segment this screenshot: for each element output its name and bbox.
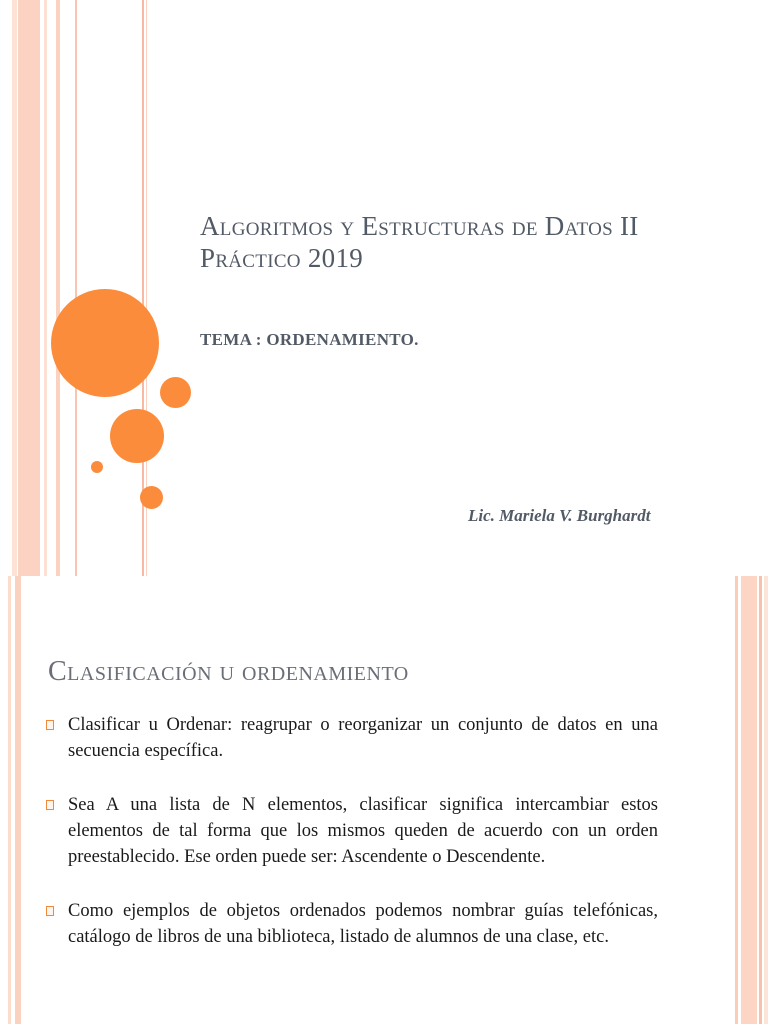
decor-stripe xyxy=(75,0,77,576)
list-item xyxy=(46,712,658,764)
slide-title: Clasificación u ordenamiento xyxy=(48,656,409,687)
decor-circle-medium xyxy=(110,409,164,463)
square-bullet-icon xyxy=(46,800,54,810)
decor-stripe xyxy=(741,576,757,1024)
decor-circle-small xyxy=(160,377,191,408)
bullet-list xyxy=(46,712,658,978)
title-line-1: Algoritmos y Estructuras de Datos II xyxy=(200,211,639,241)
decor-stripe xyxy=(8,576,11,1024)
decor-circle-tiny xyxy=(91,461,103,473)
decor-stripe xyxy=(764,576,768,1024)
list-item xyxy=(46,792,658,870)
presentation-title xyxy=(200,210,760,274)
square-bullet-icon xyxy=(46,906,54,916)
decor-stripe xyxy=(44,0,47,576)
author-name: Lic. Mariela V. Burghardt xyxy=(468,506,651,525)
bullet-text: Clasificar u Ordenar: reagrupar o reorganizar un conjunto de datos en una secuencia específica. xyxy=(68,715,658,761)
list-item xyxy=(46,898,658,950)
decor-circle-large xyxy=(51,289,159,397)
square-bullet-icon xyxy=(46,720,54,730)
decor-stripe xyxy=(12,0,17,576)
decor-stripe xyxy=(735,576,738,1024)
decor-circle-small xyxy=(140,486,163,509)
decor-stripe xyxy=(56,0,60,576)
decor-stripe xyxy=(759,576,762,1024)
title-line-2: Práctico 2019 xyxy=(200,243,364,273)
bullet-text: Como ejemplos de objetos ordenados podemos nombrar guías telefónicas, catálogo de libros de una biblioteca, listado de alumnos de una clase, etc. xyxy=(68,901,658,947)
bullet-text: Sea A una lista de N elementos, clasificar significa intercambiar estos elementos de tal forma que los mismos queden de acuerdo con un orden preestablecido. Ese orden puede ser: Ascendente o Descendente. xyxy=(68,795,658,867)
decor-stripe xyxy=(15,576,21,1024)
decor-stripe xyxy=(18,0,40,576)
topic-subtitle: TEMA : ORDENAMIENTO. xyxy=(200,330,419,349)
